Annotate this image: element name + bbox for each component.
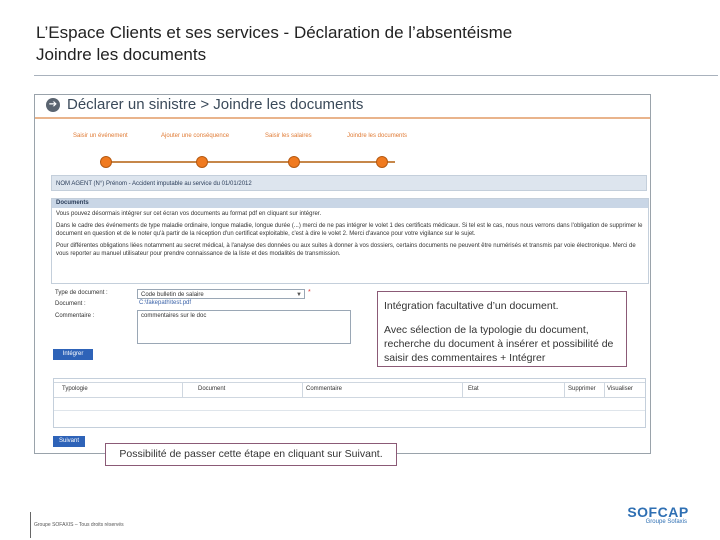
slide-title-line-2: Joindre les documents (36, 45, 207, 64)
header-divider (35, 117, 650, 119)
documents-heading: Documents (52, 199, 648, 208)
type-document-select[interactable] (137, 289, 305, 299)
arrow-right-icon: ➔ (46, 98, 60, 112)
grid-column-typologie[interactable]: Typologie (62, 386, 88, 392)
agent-bar: NOM AGENT (N°) Prénom - Accident imputable au service du 01/01/2012 (51, 175, 647, 191)
step-dot-3 (288, 156, 300, 168)
grid-column-document[interactable]: Document (198, 386, 226, 392)
step-dot-1 (100, 156, 112, 168)
next-button[interactable]: Suivant (53, 436, 85, 447)
document-label: Document : (55, 301, 86, 307)
footer-divider (30, 512, 31, 538)
type-document-value: Code bulletin de salaire (141, 292, 204, 298)
comment-label: Commentaire : (55, 313, 95, 319)
integrate-button[interactable]: Intégrer (53, 349, 93, 360)
skip-step-callout: Possibilité de passer cette étape en cliquant sur Suivant. (105, 443, 397, 466)
callout-body: Avec sélection de la typologie du document, recherche du document à insérer et possibilité de saisir des commentaires + Intégrer (384, 324, 614, 364)
slide-title (36, 22, 512, 66)
step-label-2[interactable]: Ajouter une conséquence (161, 133, 230, 139)
screenshot-panel (34, 94, 651, 454)
callout-title: Intégration facultative d’un document. (384, 300, 559, 312)
documents-paragraph-2: Dans le cadre des événements de type maladie ordinaire, longue maladie, longue durée (...) merci de ne pas intégrer le volet 1 des certificats médicaux. Si tel est le cas, nous nous verrons dans l'obligation de supprimer le document en question et de le noter qu'à partir de la réception d'un certificat exploitable, c'est à dire le volet 2. Merci d'avance pour votre vigilance sur le sujet. (56, 223, 643, 237)
step-label-1[interactable]: Saisir un événement (73, 133, 128, 139)
documents-grid (53, 378, 646, 428)
required-icon: * (308, 289, 311, 296)
logo-word: SOFCAP (627, 504, 689, 520)
step-dot-4 (376, 156, 388, 168)
footer-copyright: Groupe SOFAXIS – Tous droits réservés (34, 522, 124, 528)
step-dot-2 (196, 156, 208, 168)
documents-panel (51, 198, 649, 284)
type-document-label: Type de document : (55, 290, 108, 296)
grid-separator (182, 383, 183, 397)
documents-text (52, 208, 648, 264)
grid-column-visualiser[interactable]: Visualiser (607, 386, 633, 392)
grid-separator (462, 383, 463, 397)
grid-header (54, 382, 645, 398)
screen-header-title: Déclarer un sinistre > Joindre les documents (67, 96, 364, 113)
sofcap-logo (623, 505, 693, 535)
step-label-3[interactable]: Saisir les salaires (265, 133, 312, 139)
comment-textarea[interactable]: commentaires sur le doc (137, 310, 351, 344)
grid-separator (302, 383, 303, 397)
steps-progress-line (105, 161, 395, 163)
grid-column-commentaire[interactable]: Commentaire (306, 386, 343, 392)
chevron-down-icon: ▼ (296, 292, 302, 298)
grid-separator (564, 383, 565, 397)
grid-separator (604, 383, 605, 397)
document-file-link[interactable]: C:\fakepath\test.pdf (139, 300, 192, 306)
grid-column-supprimer[interactable]: Supprimer (568, 386, 596, 392)
documents-paragraph-1: Vous pouvez désormais intégrer sur cet écran vos documents au format pdf en cliquant sur intégrer. (56, 211, 322, 217)
optional-integration-callout (377, 291, 627, 367)
screen-header (35, 95, 650, 115)
table-row (54, 410, 645, 411)
logo-subtitle: Groupe Sofaxis (645, 519, 687, 525)
slide-title-line-1: L’Espace Clients et ses services - Déclaration de l’absentéisme (36, 23, 513, 42)
title-divider (34, 75, 718, 76)
documents-paragraph-3: Pour différentes obligations liées notamment au secret médical, à l'analyse des données ou aux suites à donner à vos dossiers, certains documents ne peuvent être numérisés et transmis par voie électronique. Merci de vous reporter au manuel utilisateur pour prendre connaissance de la liste et des modalités de transmission. (56, 243, 636, 257)
grid-column-etat[interactable]: Etat (468, 386, 479, 392)
step-label-4[interactable]: Joindre les documents (347, 133, 408, 139)
